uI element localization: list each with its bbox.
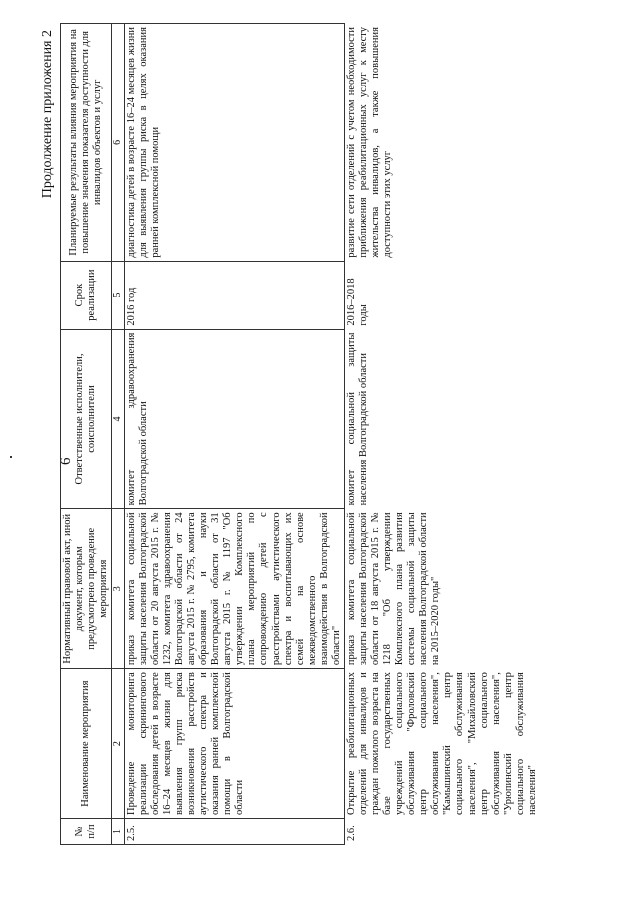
header-legal: Нормативный правовой акт, иной документ, которым предусмотрено проведение мероприятия <box>61 509 112 669</box>
header-term: Срок реализации <box>61 261 112 329</box>
column-number-row <box>112 24 125 845</box>
row-result: развитие сети отделений с учетом необходимости приближения реабилитационных услуг к месту жительства инвалидов, а также повышения доступности этих услуг <box>344 24 540 262</box>
row-executor: комитет социальной защиты населения Волгоградской области <box>344 329 540 509</box>
col-number: 1 <box>112 819 125 845</box>
row-legal-act: приказ комитета социальной защиты населения Волгоградской области от 20 августа 2015 г. № 1232, комитета здравоохранения Волгоградской области от 24 августа 2015 г. № 2795, комитета образования и науки Волгоградской области от 31 августа 2015 г. № 1197 "Об утверждении Комплексного плана мероприятий по сопровождению детей с расстройствами аутистического спектра и воспитывающих их семей на основе межведомственного взаимодействия в Волгоградской области" <box>124 509 344 669</box>
row-result: диагностика детей в возрасте 16–24 месяцев жизни для выявления группы риска в целях оказания ранней комплексной помощи <box>124 24 344 262</box>
header-result: Планируемые результаты влияния мероприятия на повышение значения показателя доступности для инвалидов объектов и услуг <box>61 24 112 262</box>
row-executor: комитет здравоохранения Волгоградской области <box>124 329 344 509</box>
header-name: Наименование мероприятия <box>61 669 112 819</box>
col-number: 5 <box>112 261 125 329</box>
row-measure-name: Открытие реабилитационных отделений для инвалидов и граждан пожилого возраста на базе государственных учреждений социального обслуживания "Фроловский центр социального обслуживания населения", "Камышинский центр социального обслуживания населения", "Михайловский центр социального обслуживания населения", "Урюпинский центр социального обслуживания населения" <box>344 669 540 819</box>
row-term: 2016–2018 годы <box>344 261 540 329</box>
col-number: 6 <box>112 24 125 262</box>
row-measure-name: Проведение мониторинга реализации скринингового обследования детей в возрасте 16–24 месяцев жизни для выявления групп риска возникновения расстройств аутистического спектра и оказания ранней комплексной помощи в Волгоградской области <box>124 669 344 819</box>
continuation-note: Продолжение приложения 2 <box>40 30 55 199</box>
table-header-row <box>61 24 112 845</box>
col-number: 2 <box>112 669 125 819</box>
row-num: 2.6. <box>344 819 540 845</box>
row-term: 2016 год <box>124 261 344 329</box>
col-number: 3 <box>112 509 125 669</box>
row-num: 2.5. <box>124 819 344 845</box>
col-number: 4 <box>112 329 125 509</box>
table-row <box>344 24 540 845</box>
table-row <box>124 24 344 845</box>
header-exec: Ответственные исполнители, соисполнители <box>61 329 112 509</box>
page-number: 6 <box>58 457 74 465</box>
row-legal-act: приказ комитета социальной защиты населения Волгоградской области от 18 августа 2015 г. № 1218 "Об утверждении Комплексного плана развития системы социальной защиты населения Волгоградской области на 2015–2020 годы" <box>344 509 540 669</box>
measures-table <box>60 23 541 845</box>
scan-mark <box>10 456 12 458</box>
header-num: № п/п <box>61 819 112 845</box>
